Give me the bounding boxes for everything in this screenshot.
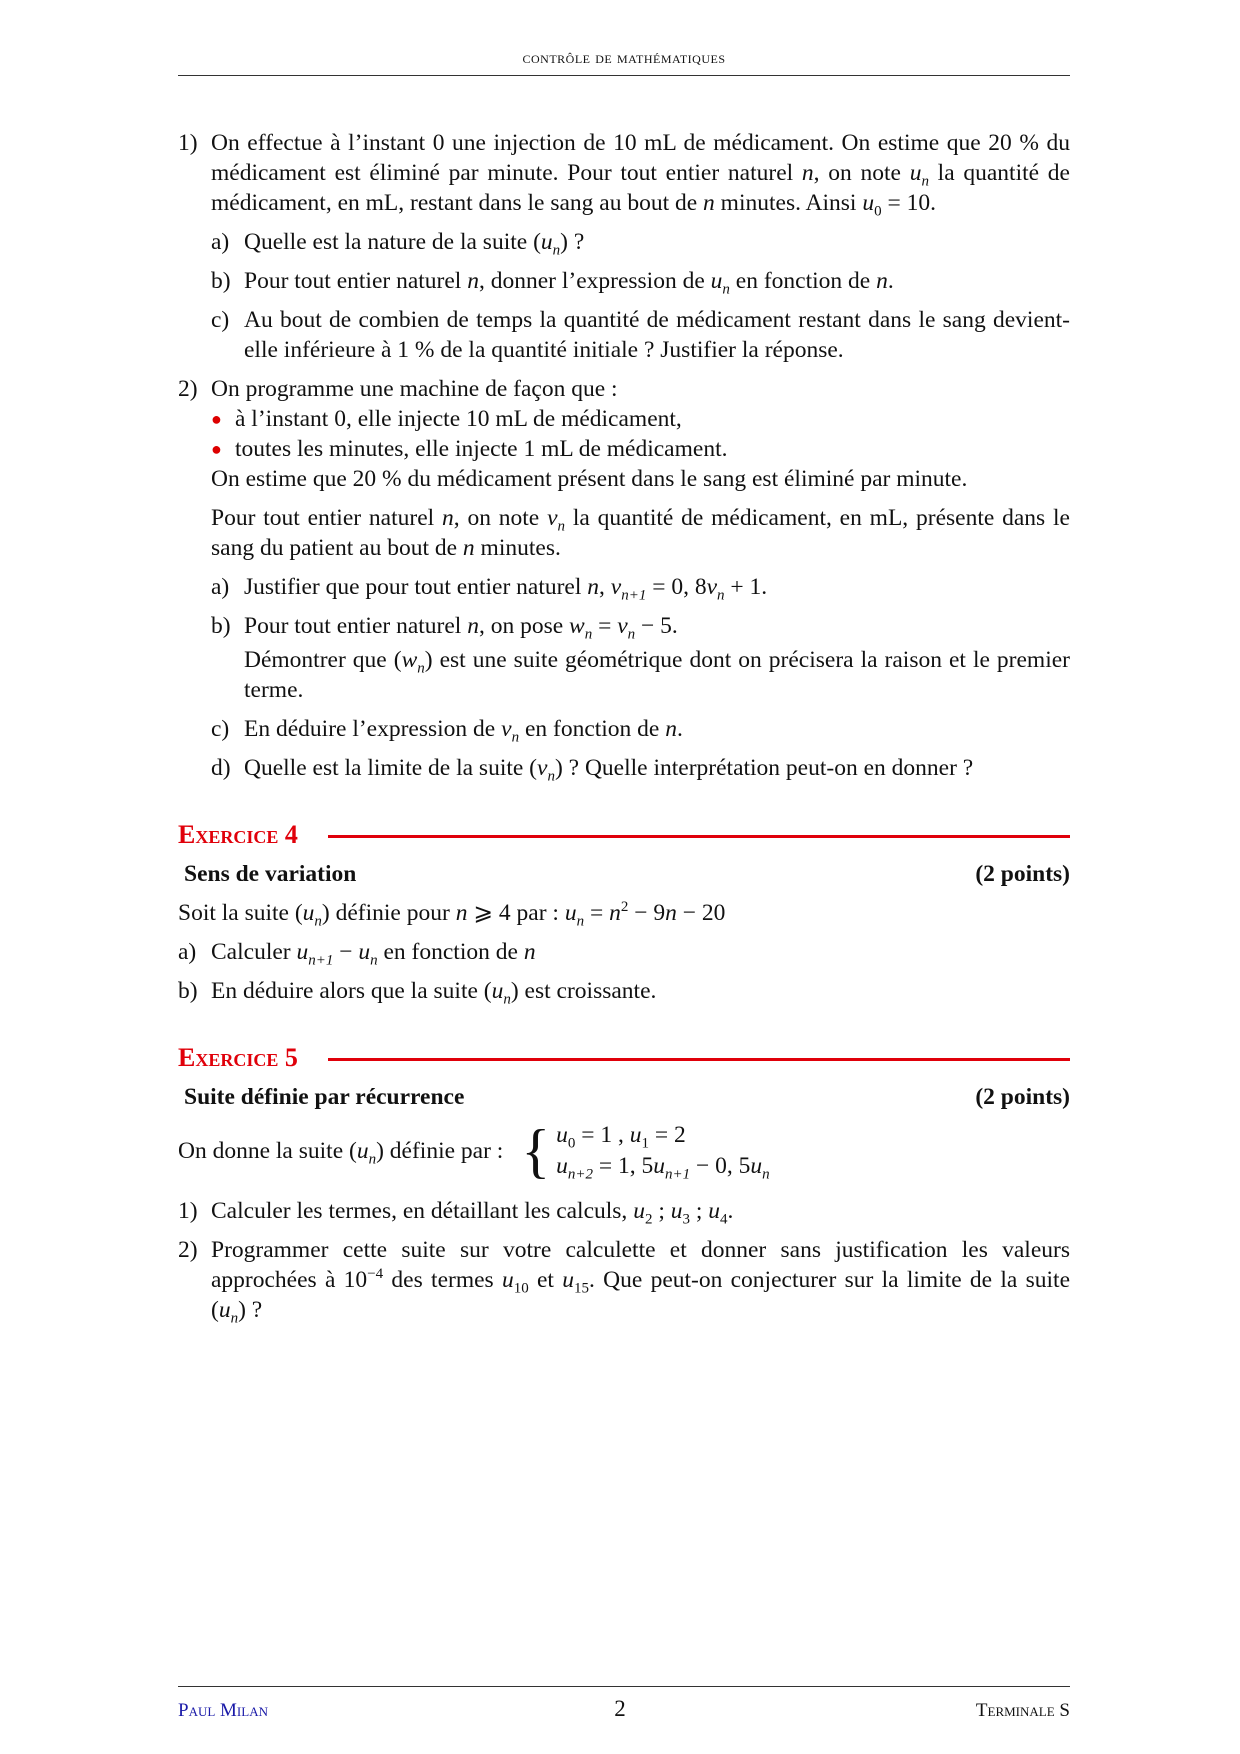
bullet-item: ● à l’instant 0, elle injecte 10 mL de médicament,: [211, 406, 682, 432]
page-header: contrôle de mathématiques: [522, 48, 726, 67]
question-text: On effectue à l’instant 0 une injection de 10 mL de médicament. On estime que 20 % du médicament est éliminé par minute. Pour tout entier naturel n, on note $u_n$ la quantité de médicament, en mL, restant dans le sang au bout de n minutes. Ainsi $u_0 = 10$.: [211, 130, 1070, 220]
bullet-item: ● toutes les minutes, elle injecte 1 mL de médicament.: [211, 436, 728, 462]
exercise-5-subtitle: Suite définie par récurrence (2 points): [184, 1084, 1070, 1110]
bullet-icon: ●: [211, 439, 222, 459]
ex3-q2-line1: On estime que 20 % du médicament présent dans le sang est éliminé par minute.: [211, 466, 968, 492]
ex3-q2-part-d: d) Quelle est la limite de la suite $(v_n)$ ? Quelle interprétation peut-on en donner ?: [211, 755, 974, 785]
ex4-statement: Soit la suite $(u_n)$ définie pour n ⩾ 4 par : $u_n = n^2 - 9n - 20$: [178, 899, 726, 930]
ex3-q2-part-c: c) En déduire l’expression de $v_n$ en fonction de n.: [211, 716, 683, 746]
heading-rule: [328, 1058, 1070, 1061]
page-number: 2: [614, 1696, 626, 1721]
ex3-q1-part-b: b) Pour tout entier naturel n, donner l’expression de $u_n$ en fonction de n.: [211, 268, 894, 298]
heading-rule: [328, 835, 1070, 838]
ex5-question-2: 2) Programmer cette suite sur votre calculette et donner sans justification les valeurs approchées à $10^{-4}$ des termes $u_{10}$ et $u_{15}$. Que peut-on conjecturer sur la limite de la suite $(u_n)$ ?: [178, 1237, 1071, 1327]
ex3-q2-part-a: a) Justifier que pour tout entier naturel n, $v_{n+1} = 0$, $8v_n + 1$.: [211, 574, 768, 604]
ex3-q1-part-a: a) Quelle est la nature de la suite $(u_n)$ ?: [211, 229, 585, 259]
ex4-part-b: b) En déduire alors que la suite $(u_n)$ est croissante.: [178, 978, 657, 1008]
ex3-q2-line2: Pour tout entier naturel n, on note $v_n$ la quantité de médicament, en mL, présente dans le sang du patient au bout de n minutes.: [211, 505, 1070, 561]
header-rule: [178, 75, 1070, 76]
question-number: 1): [178, 130, 198, 156]
ex3-question-2: 2) On programme une machine de façon que :: [178, 376, 618, 402]
ex3-q1-part-c: c) Au bout de combien de temps la quantité de médicament restant dans le sang devient-elle inférieure à 1 % de la quantité initiale ? Justifier la réponse.: [211, 307, 1070, 363]
bullet-icon: ●: [211, 409, 222, 429]
recurrence-system: $u_0 = 1$ , $u_1 = 2$ $u_{n+2} = 1$, $5u_{n+1} - 0$, $5u_n$: [556, 1122, 770, 1183]
points-badge: (2 points): [975, 1084, 1070, 1110]
ex3-q2-part-b: b) Pour tout entier naturel n, on pose $w_n = v_n - 5$. Démontrer que $(w_n)$ est une suite géométrique dont on précisera la raison et le premier terme.: [211, 613, 1070, 703]
ex3-question-1: [178, 128, 1070, 218]
brace-icon: {: [521, 1118, 551, 1184]
ex5-statement: On donne la suite $(u_n)$ définie par : { $u_0 = 1$ , $u_1 = 2$ $u_{n+2} = 1$, $5u_{n+1} - 0$, $5u_n$: [178, 1118, 770, 1184]
exercise-4-heading: [178, 817, 1070, 853]
ex5-question-1: 1) Calculer les termes, en détaillant les calculs, $u_2$ ; $u_3$ ; $u_4$.: [178, 1198, 734, 1228]
footer-rule: [178, 1686, 1070, 1687]
page-content: [178, 128, 1070, 1325]
points-badge: (2 points): [975, 861, 1070, 887]
footer-author: Paul Milan: [178, 1700, 268, 1721]
exercise-5-heading: [178, 1040, 1070, 1076]
exercise-4-subtitle: Sens de variation (2 points): [184, 861, 1070, 887]
footer-class: Terminale S: [975, 1700, 1070, 1721]
exercise-title: Exercice 5: [178, 1043, 298, 1072]
ex4-part-a: a) Calculer $u_{n+1} - u_n$ en fonction de n: [178, 939, 536, 969]
exercise-title: Exercice 4: [178, 820, 298, 849]
